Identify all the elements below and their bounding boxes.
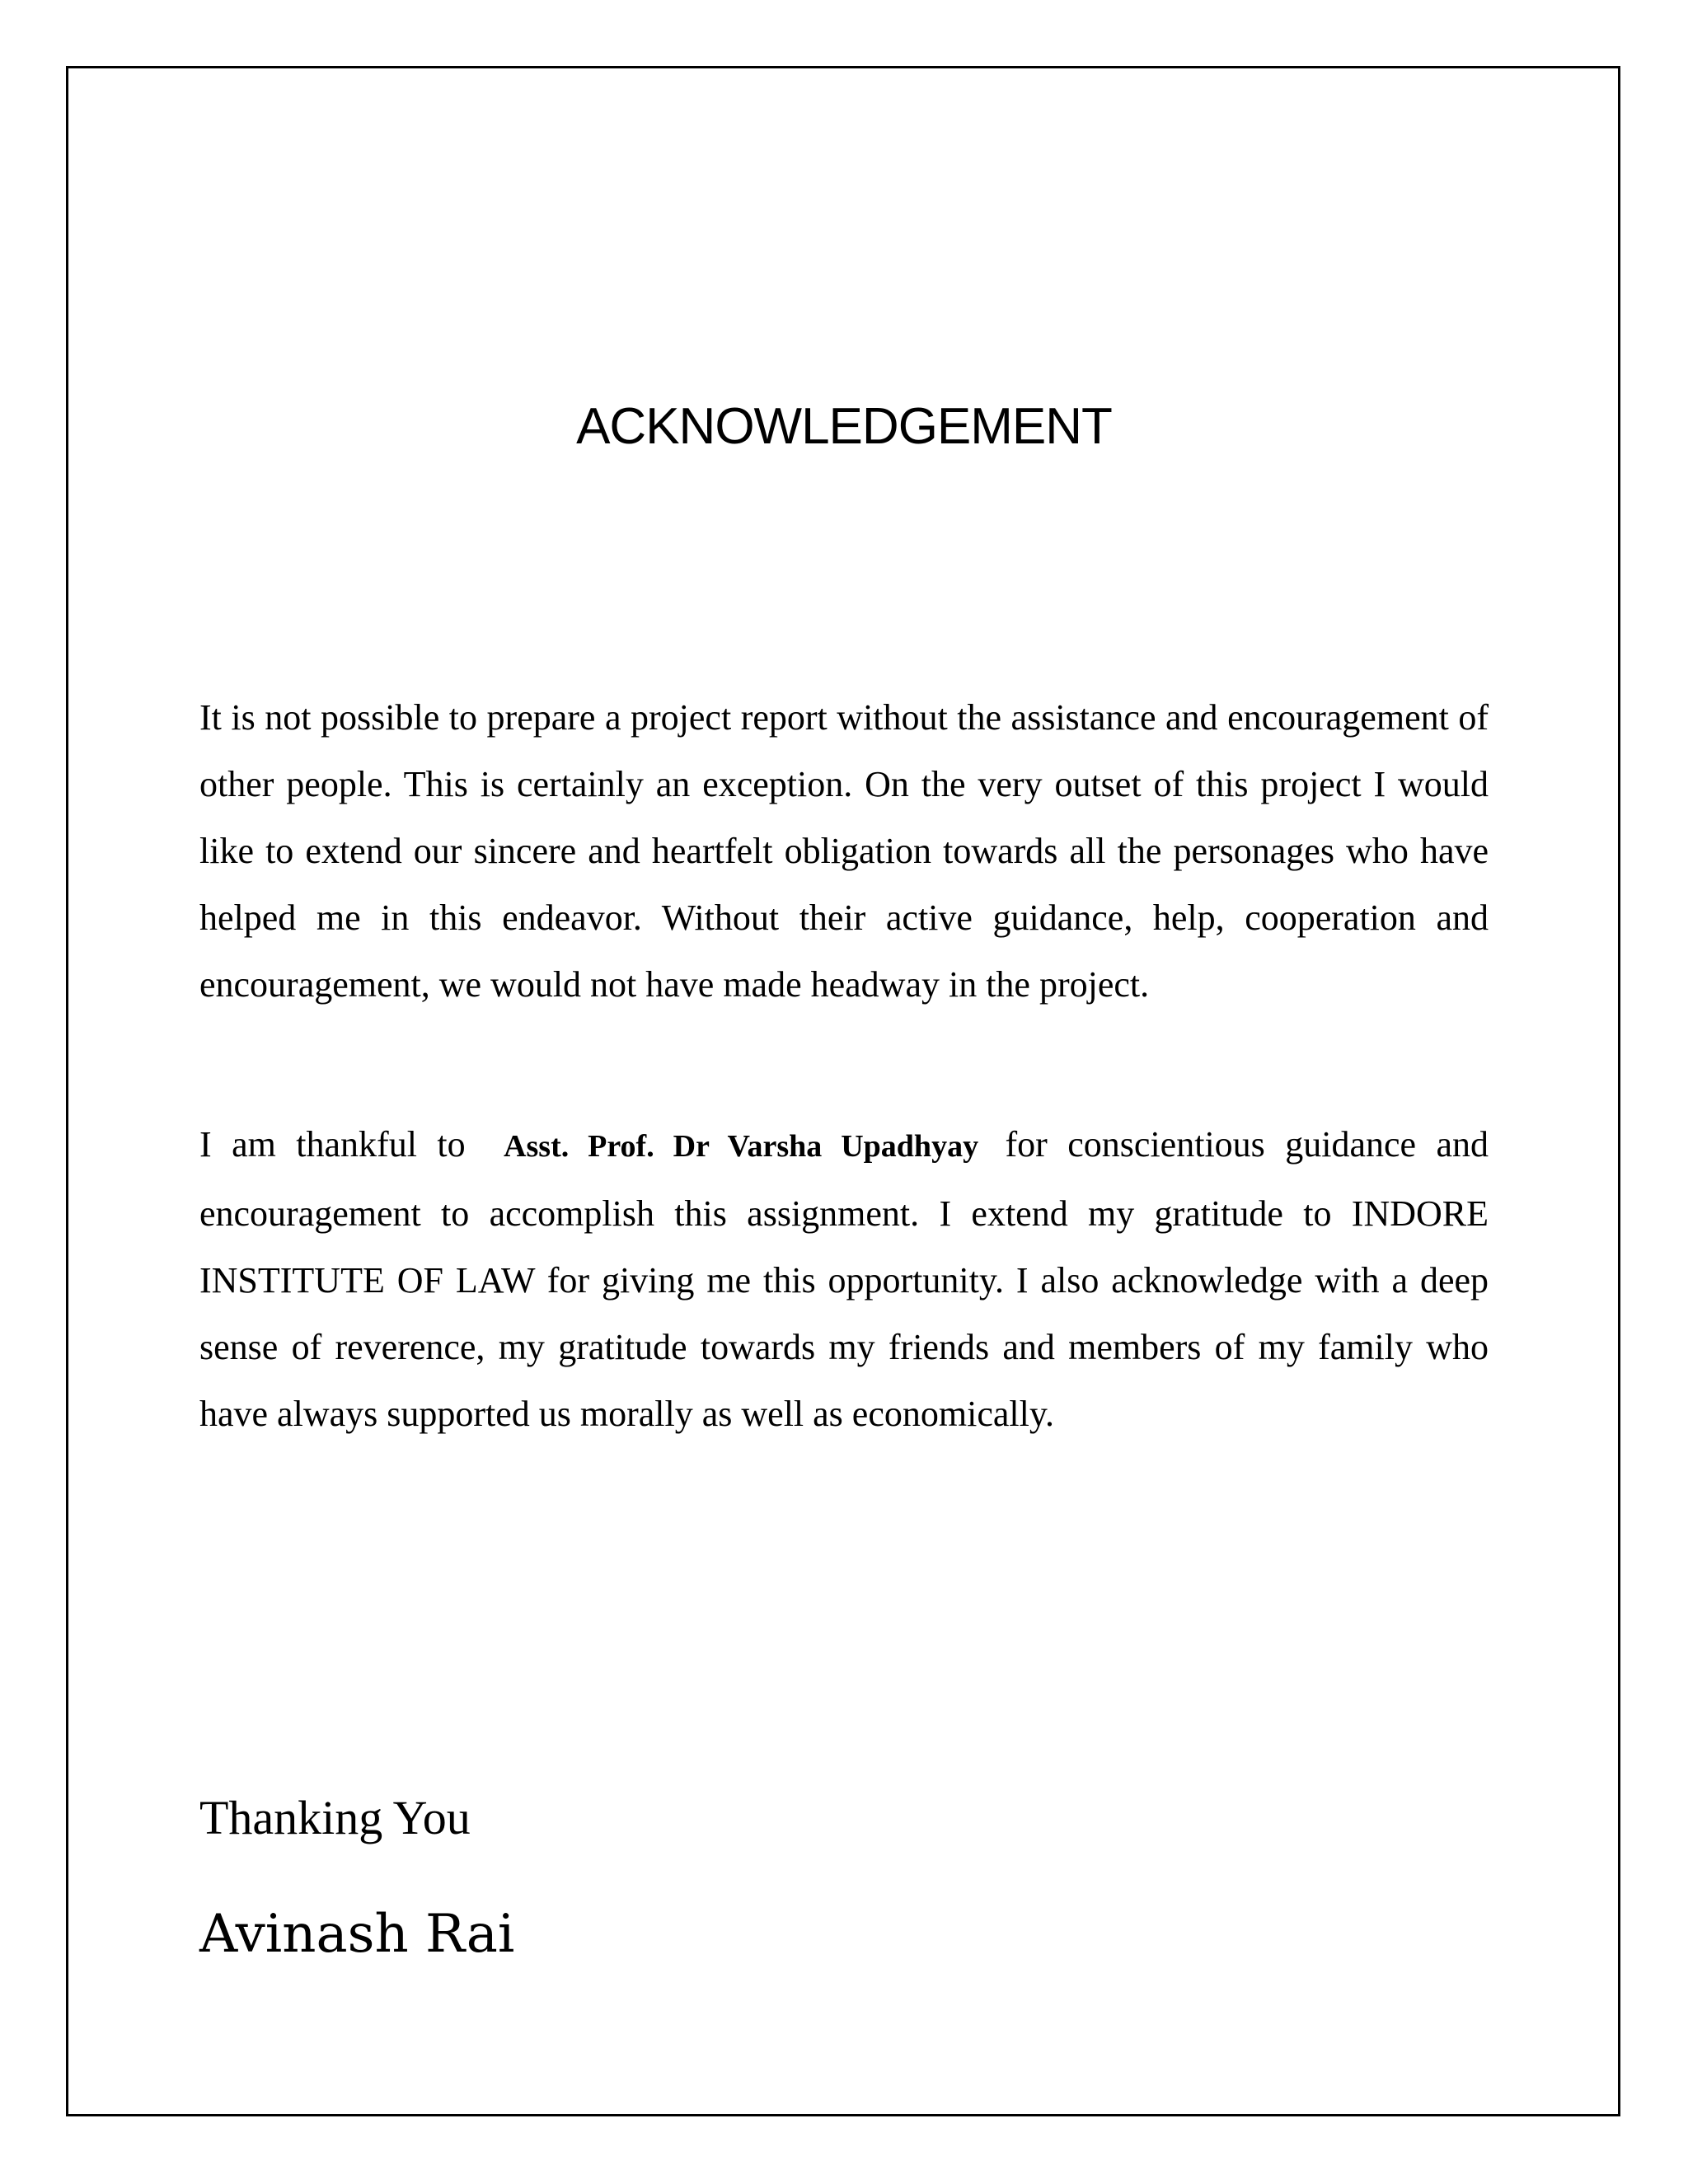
signature-name: Avinash Rai — [199, 1904, 515, 1965]
paragraph-intro: It is not possible to prepare a project report without the assistance and encouragement of other people. This is certainly an exception. On the very outset of this project I would like to extend our sincere and heartfelt obligation towards all the personages who have helped me in this endeavor. Without their active guidance, help, cooperation and encouragement, we would not have made headway in the project. — [199, 697, 1489, 1005]
page-title: ACKNOWLEDGEMENT — [576, 398, 1112, 455]
guide-name: Asst. Prof. Dr Varsha Upadhyay — [504, 1129, 979, 1164]
closing-line: Thanking You — [199, 1791, 471, 1844]
thanks-rest-text: for conscientious guidance and encouragement to accomplish this assignment. I extend my gratitude to INDORE INSTITUTE OF LAW for giving me this opportunity. I also acknowledge with a deep sense of reverence, my gratitude towards my friends and members of my family who have always supported us morally as well as economically. — [199, 1124, 1489, 1434]
paragraph-thanks — [199, 1111, 1489, 1447]
thanks-lead-text: I am thankful to — [199, 1124, 466, 1165]
